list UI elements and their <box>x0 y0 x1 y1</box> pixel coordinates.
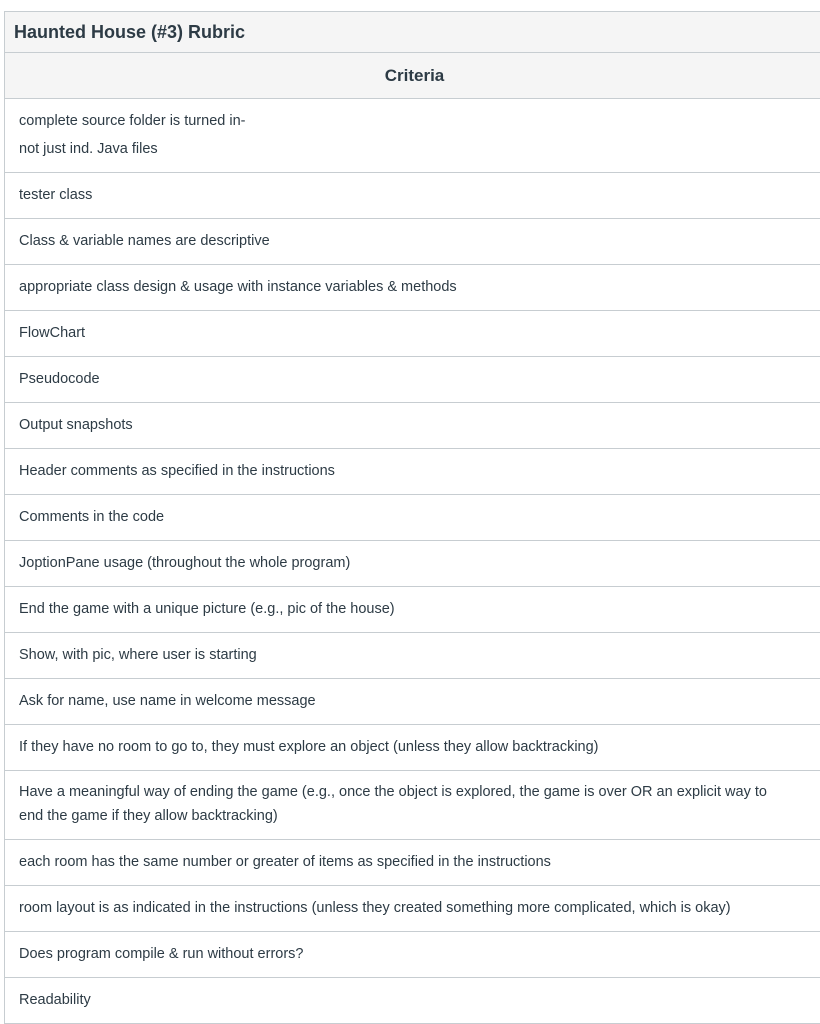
criterion-text: FlowChart <box>19 325 86 341</box>
criterion-row <box>5 725 820 771</box>
criterion-row <box>5 633 820 679</box>
criteria-column-header: Criteria <box>5 53 820 99</box>
criterion-text: Class & variable names are descriptive <box>19 233 270 249</box>
criterion-text: Pseudocode <box>19 371 100 387</box>
rubric-table <box>4 11 820 1024</box>
criterion-row <box>5 587 820 633</box>
criterion-row <box>5 265 820 311</box>
criterion-text: Output snapshots <box>19 417 133 433</box>
criterion-text: appropriate class design & usage with instance variables & methods <box>19 279 457 295</box>
criterion-row <box>5 771 820 840</box>
criterion-text-continued: not just ind. Java files <box>19 141 158 157</box>
criterion-row <box>5 679 820 725</box>
criterion-row <box>5 886 820 932</box>
rubric-title: Haunted House (#3) Rubric <box>5 12 820 53</box>
criterion-row <box>5 99 820 173</box>
criterion-text: each room has the same number or greater of items as specified in the instructions <box>19 854 551 870</box>
criterion-row <box>5 541 820 587</box>
criterion-row <box>5 978 820 1024</box>
criterion-text: Show, with pic, where user is starting <box>19 647 257 663</box>
criterion-text: room layout is as indicated in the instructions (unless they created something more complicated, which is okay) <box>19 900 731 916</box>
criterion-text: Ask for name, use name in welcome message <box>19 693 316 709</box>
criterion-row <box>5 219 820 265</box>
criterion-text: Have a meaningful way of ending the game (e.g., once the object is explored, the game is over OR an explicit way to <box>19 784 767 800</box>
criterion-text: End the game with a unique picture (e.g., pic of the house) <box>19 601 395 617</box>
criterion-row <box>5 311 820 357</box>
criterion-text: JoptionPane usage (throughout the whole program) <box>19 555 351 571</box>
criterion-text: Header comments as specified in the instructions <box>19 463 335 479</box>
criterion-text: tester class <box>19 187 93 203</box>
criterion-text: Comments in the code <box>19 509 165 525</box>
criterion-row <box>5 173 820 219</box>
criterion-row <box>5 357 820 403</box>
criterion-text: complete source folder is turned in- <box>19 113 246 129</box>
criterion-row <box>5 495 820 541</box>
criterion-row <box>5 932 820 978</box>
criterion-row <box>5 449 820 495</box>
criterion-row <box>5 840 820 886</box>
criterion-row <box>5 403 820 449</box>
criterion-text: Readability <box>19 992 91 1008</box>
criterion-text: Does program compile & run without errors? <box>19 946 304 962</box>
criterion-text: If they have no room to go to, they must explore an object (unless they allow backtracking) <box>19 739 599 755</box>
criterion-text-continued: end the game if they allow backtracking) <box>19 808 278 824</box>
